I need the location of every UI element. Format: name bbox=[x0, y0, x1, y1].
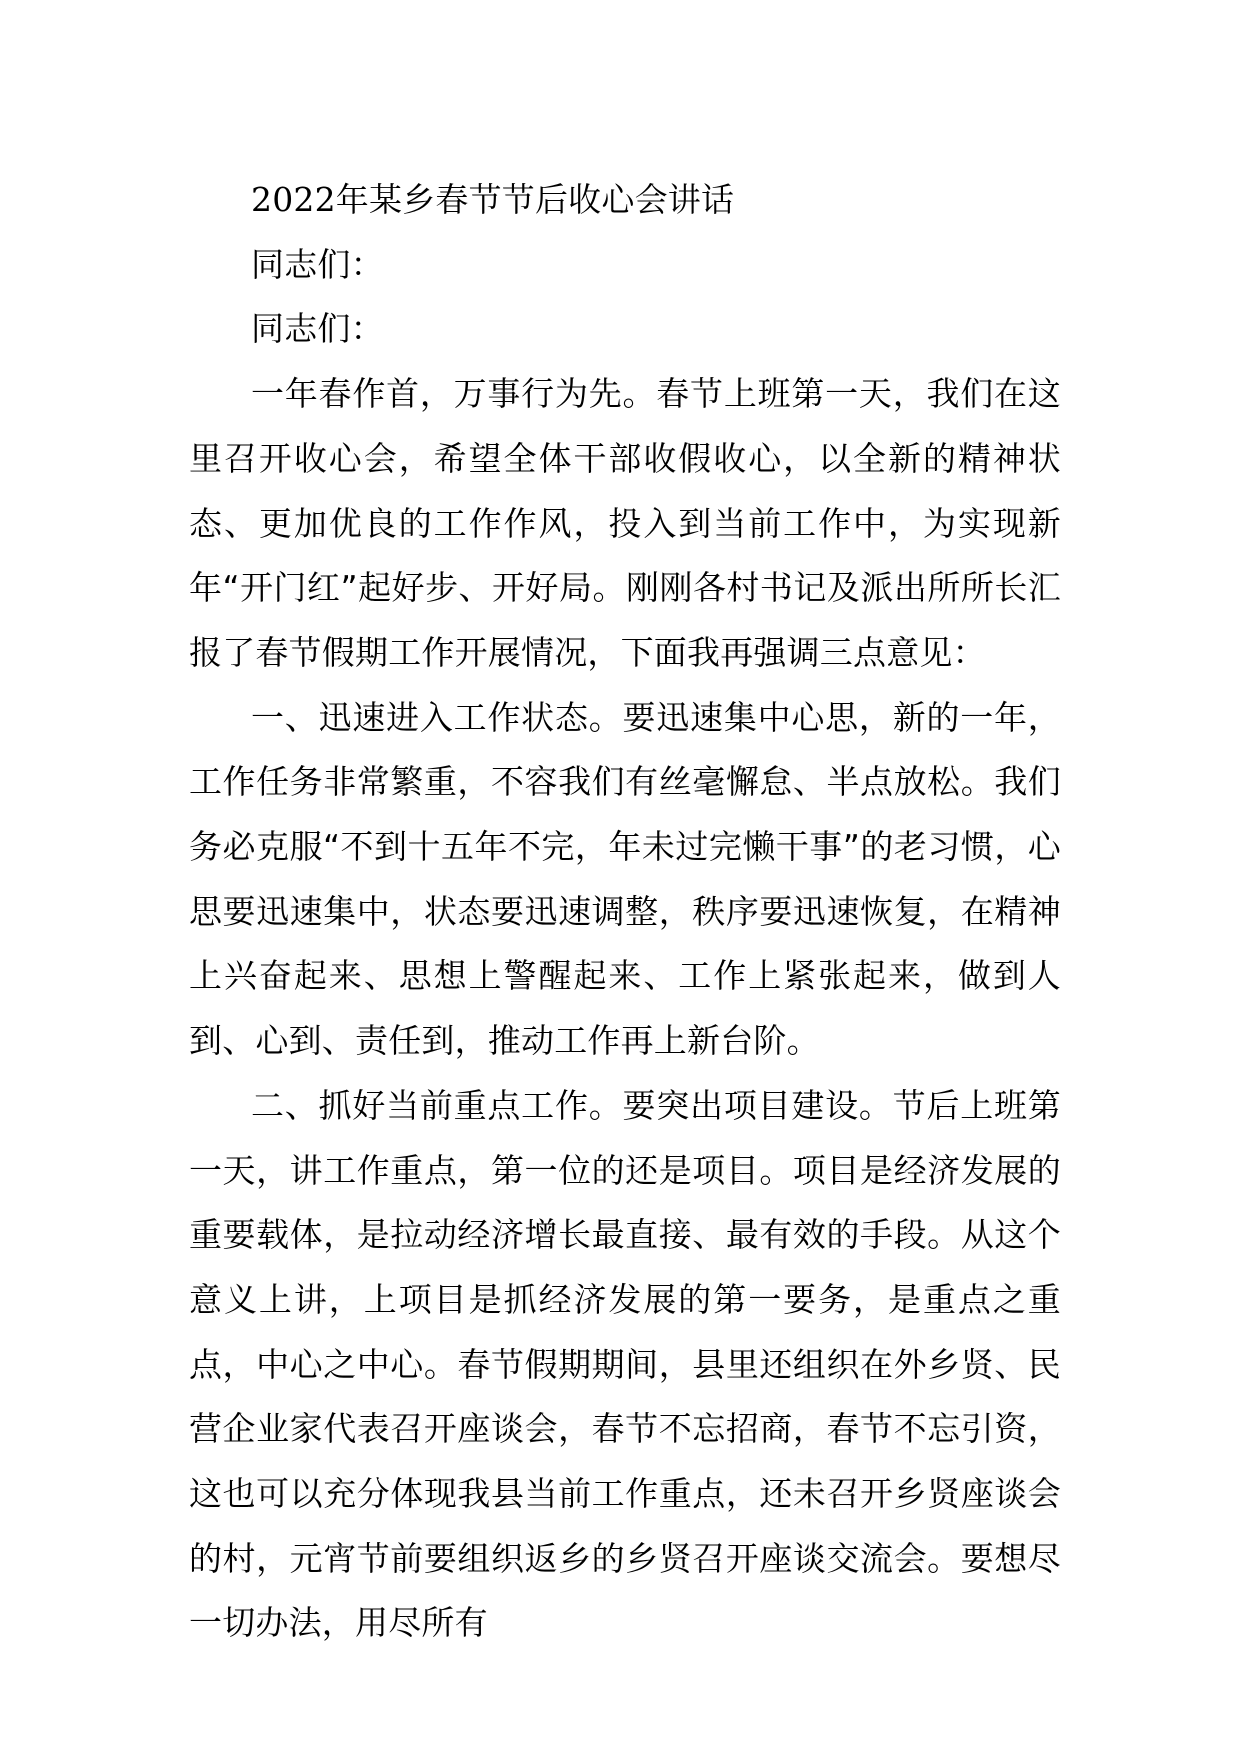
document-title: 2022年某乡春节节后收心会讲话 bbox=[251, 180, 735, 219]
salutation: 同志们： bbox=[251, 309, 384, 349]
salutation: 同志们： bbox=[251, 244, 384, 284]
body-paragraph: 二、抓好当前重点工作。要突出项目建设。节后上班第一天，讲工作重点，第一位的还是项目。项目是经济发展的重要载体，是拉动经济增长最直接、最有效的手段。从这个意义上讲，上项目是抓经济发展的第一要务，是重点之重点，中心之中心。春节假期期间，县里还组织在外乡贤、民营企业家代表召开座谈会，春节不忘招商，春节不忘引资，这也可以充分体现我县当前工作重点，还未召开乡贤座谈会的村，元宵节前要组织返乡的乡贤召开座谈交流会。要想尽一切办法，用尽所有 bbox=[189, 1085, 1061, 1643]
body-paragraph: 一年春作首，万事行为先。春节上班第一天，我们在这里召开收心会，希望全体干部收假收心，以全新的精神状态、更加优良的工作作风，投入到当前工作中，为实现新年“开门红”起好步、开好局。刚刚各村书记及派出所所长汇报了春节假期工作开展情况，下面我再强调三点意见： bbox=[189, 374, 1061, 672]
body-paragraph: 一、迅速进入工作状态。要迅速集中心思，新的一年，工作任务非常繁重，不容我们有丝毫懈怠、半点放松。我们务必克服“不到十五年不完，年未过完懒干事”的老习惯，心思要迅速集中，状态要迅速调整，秩序要迅速恢复，在精神上兴奋起来、思想上警醒起来、工作上紧张起来，做到人到、心到、责任到，推动工作再上新台阶。 bbox=[189, 697, 1061, 1061]
document-page bbox=[189, 168, 1061, 1656]
